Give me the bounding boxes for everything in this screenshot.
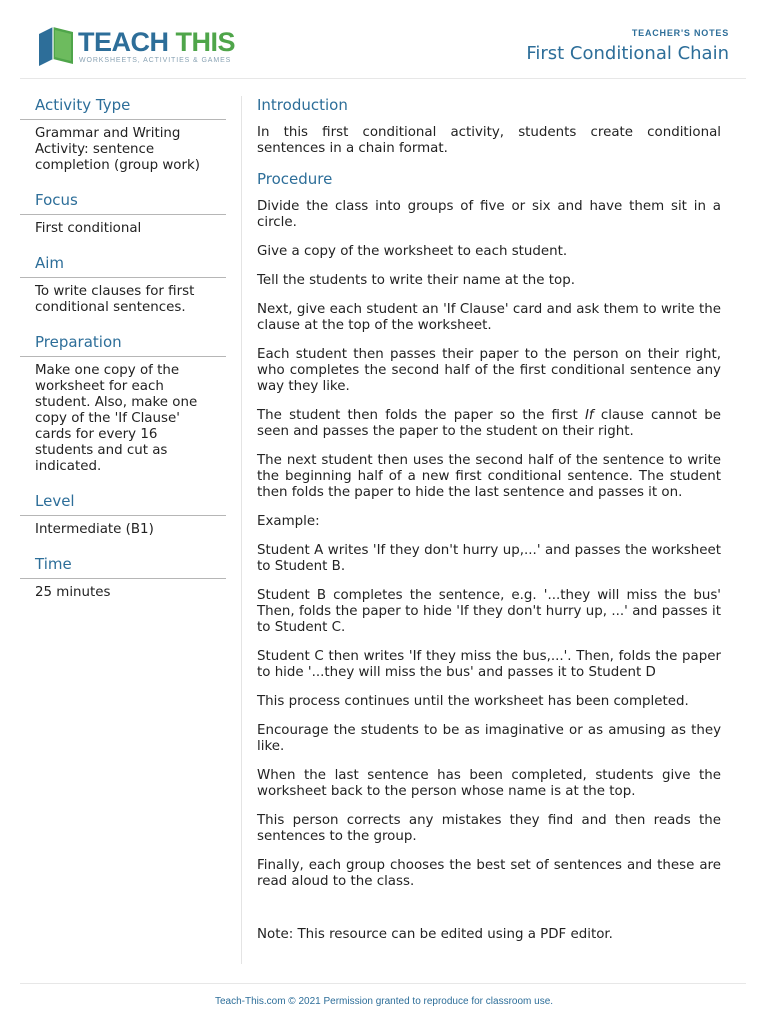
procedure-step: The next student then uses the second half of the sentence to write the beginning half of a new first conditional sentence. The student then folds the paper to hide the last sentence and passes it on. (257, 453, 721, 500)
introduction-heading: Introduction (257, 96, 348, 114)
procedure-step: Divide the class into groups of five or six and have them sit in a circle. (257, 199, 721, 230)
procedure-heading: Procedure (257, 170, 333, 188)
main-content (257, 96, 721, 956)
sidebar-section (20, 254, 226, 316)
procedure-step: Next, give each student an 'If Clause' card and ask them to write the clause at the top of the worksheet. (257, 302, 721, 333)
footer-divider (20, 983, 746, 984)
edit-note: Note: This resource can be edited using a PDF editor. (257, 927, 613, 942)
procedure-steps (257, 199, 721, 890)
sidebar-section-text: Intermediate (B1) (35, 522, 154, 537)
procedure-step: Each student then passes their paper to the person on their right, who completes the second half of the first conditional sentence any way they like. (257, 347, 721, 394)
sidebar-section-text: 25 minutes (35, 585, 111, 600)
procedure-step: This person corrects any mistakes they find and then reads the sentences to the group. (257, 813, 721, 844)
procedure-step: Student A writes 'If they don't hurry up,...' and passes the worksheet to Student B. (257, 543, 721, 574)
procedure-step: Encourage the students to be as imaginative or as amusing as they like. (257, 723, 721, 754)
page-title: First Conditional Chain (526, 43, 729, 64)
procedure-step: Example: (257, 514, 320, 529)
step-text: clause cannot be seen and passes the paper to the student on their right. (257, 408, 721, 439)
procedure-step: Tell the students to write their name at the top. (257, 273, 575, 288)
procedure-step: When the last sentence has been completed, students give the worksheet back to the person whose name is at the top. (257, 768, 721, 799)
column-divider (241, 96, 242, 964)
procedure-step (257, 408, 721, 440)
sidebar-section (20, 191, 226, 237)
sidebar-section-text: To write clauses for first conditional sentences. (35, 284, 195, 315)
procedure-step: Student C then writes 'If they miss the bus,...'. Then, folds the paper to hide '...they will miss the bus' and passes it to Student D (257, 649, 721, 680)
sidebar-section-title: Time (20, 555, 226, 579)
procedure-step: This process continues until the worksheet has been completed. (257, 694, 689, 709)
sidebar-section (20, 555, 226, 601)
sidebar-section (20, 96, 226, 174)
introduction-text: In this first conditional activity, students create conditional sentences in a chain format. (257, 125, 721, 156)
sidebar-section-title: Preparation (20, 333, 226, 357)
header-divider (20, 78, 746, 79)
procedure-step: Student B completes the sentence, e.g. '...they will miss the bus' Then, folds the paper to hide 'If they don't hurry up, ...' and passes it to Student C. (257, 588, 721, 635)
sidebar-section-title: Activity Type (20, 96, 226, 120)
page-header (0, 0, 768, 78)
sidebar-section (20, 492, 226, 538)
italic-term: If (584, 408, 594, 423)
procedure-step: Finally, each group chooses the best set of sentences and these are read aloud to the class. (257, 858, 721, 889)
logo-teach-text: TEACH (78, 27, 169, 57)
book-logo-icon (36, 24, 76, 68)
logo-this-text: THIS (175, 27, 236, 57)
teachers-notes-label: TEACHER'S NOTES (631, 28, 729, 38)
logo-tagline: WORKSHEETS, ACTIVITIES & GAMES (79, 57, 232, 64)
sidebar-section-title: Aim (20, 254, 226, 278)
sidebar-section-text: Make one copy of the worksheet for each student. Also, make one copy of the 'If Clause' cards for every 16 students and cut as indicated. (35, 363, 198, 474)
sidebar-section-title: Focus (20, 191, 226, 215)
logo-wordmark (78, 26, 235, 58)
sidebar (20, 96, 226, 618)
teach-this-logo (36, 24, 236, 68)
footer-copyright: Teach-This.com © 2021 Permission granted to reproduce for classroom use. (214, 996, 554, 1007)
sidebar-section (20, 333, 226, 475)
procedure-step: Give a copy of the worksheet to each student. (257, 244, 568, 259)
sidebar-section-text: Grammar and Writing Activity: sentence completion (group work) (35, 126, 200, 173)
step-text: The student then folds the paper so the first (257, 408, 585, 423)
sidebar-section-text: First conditional (35, 221, 142, 236)
sidebar-section-title: Level (20, 492, 226, 516)
